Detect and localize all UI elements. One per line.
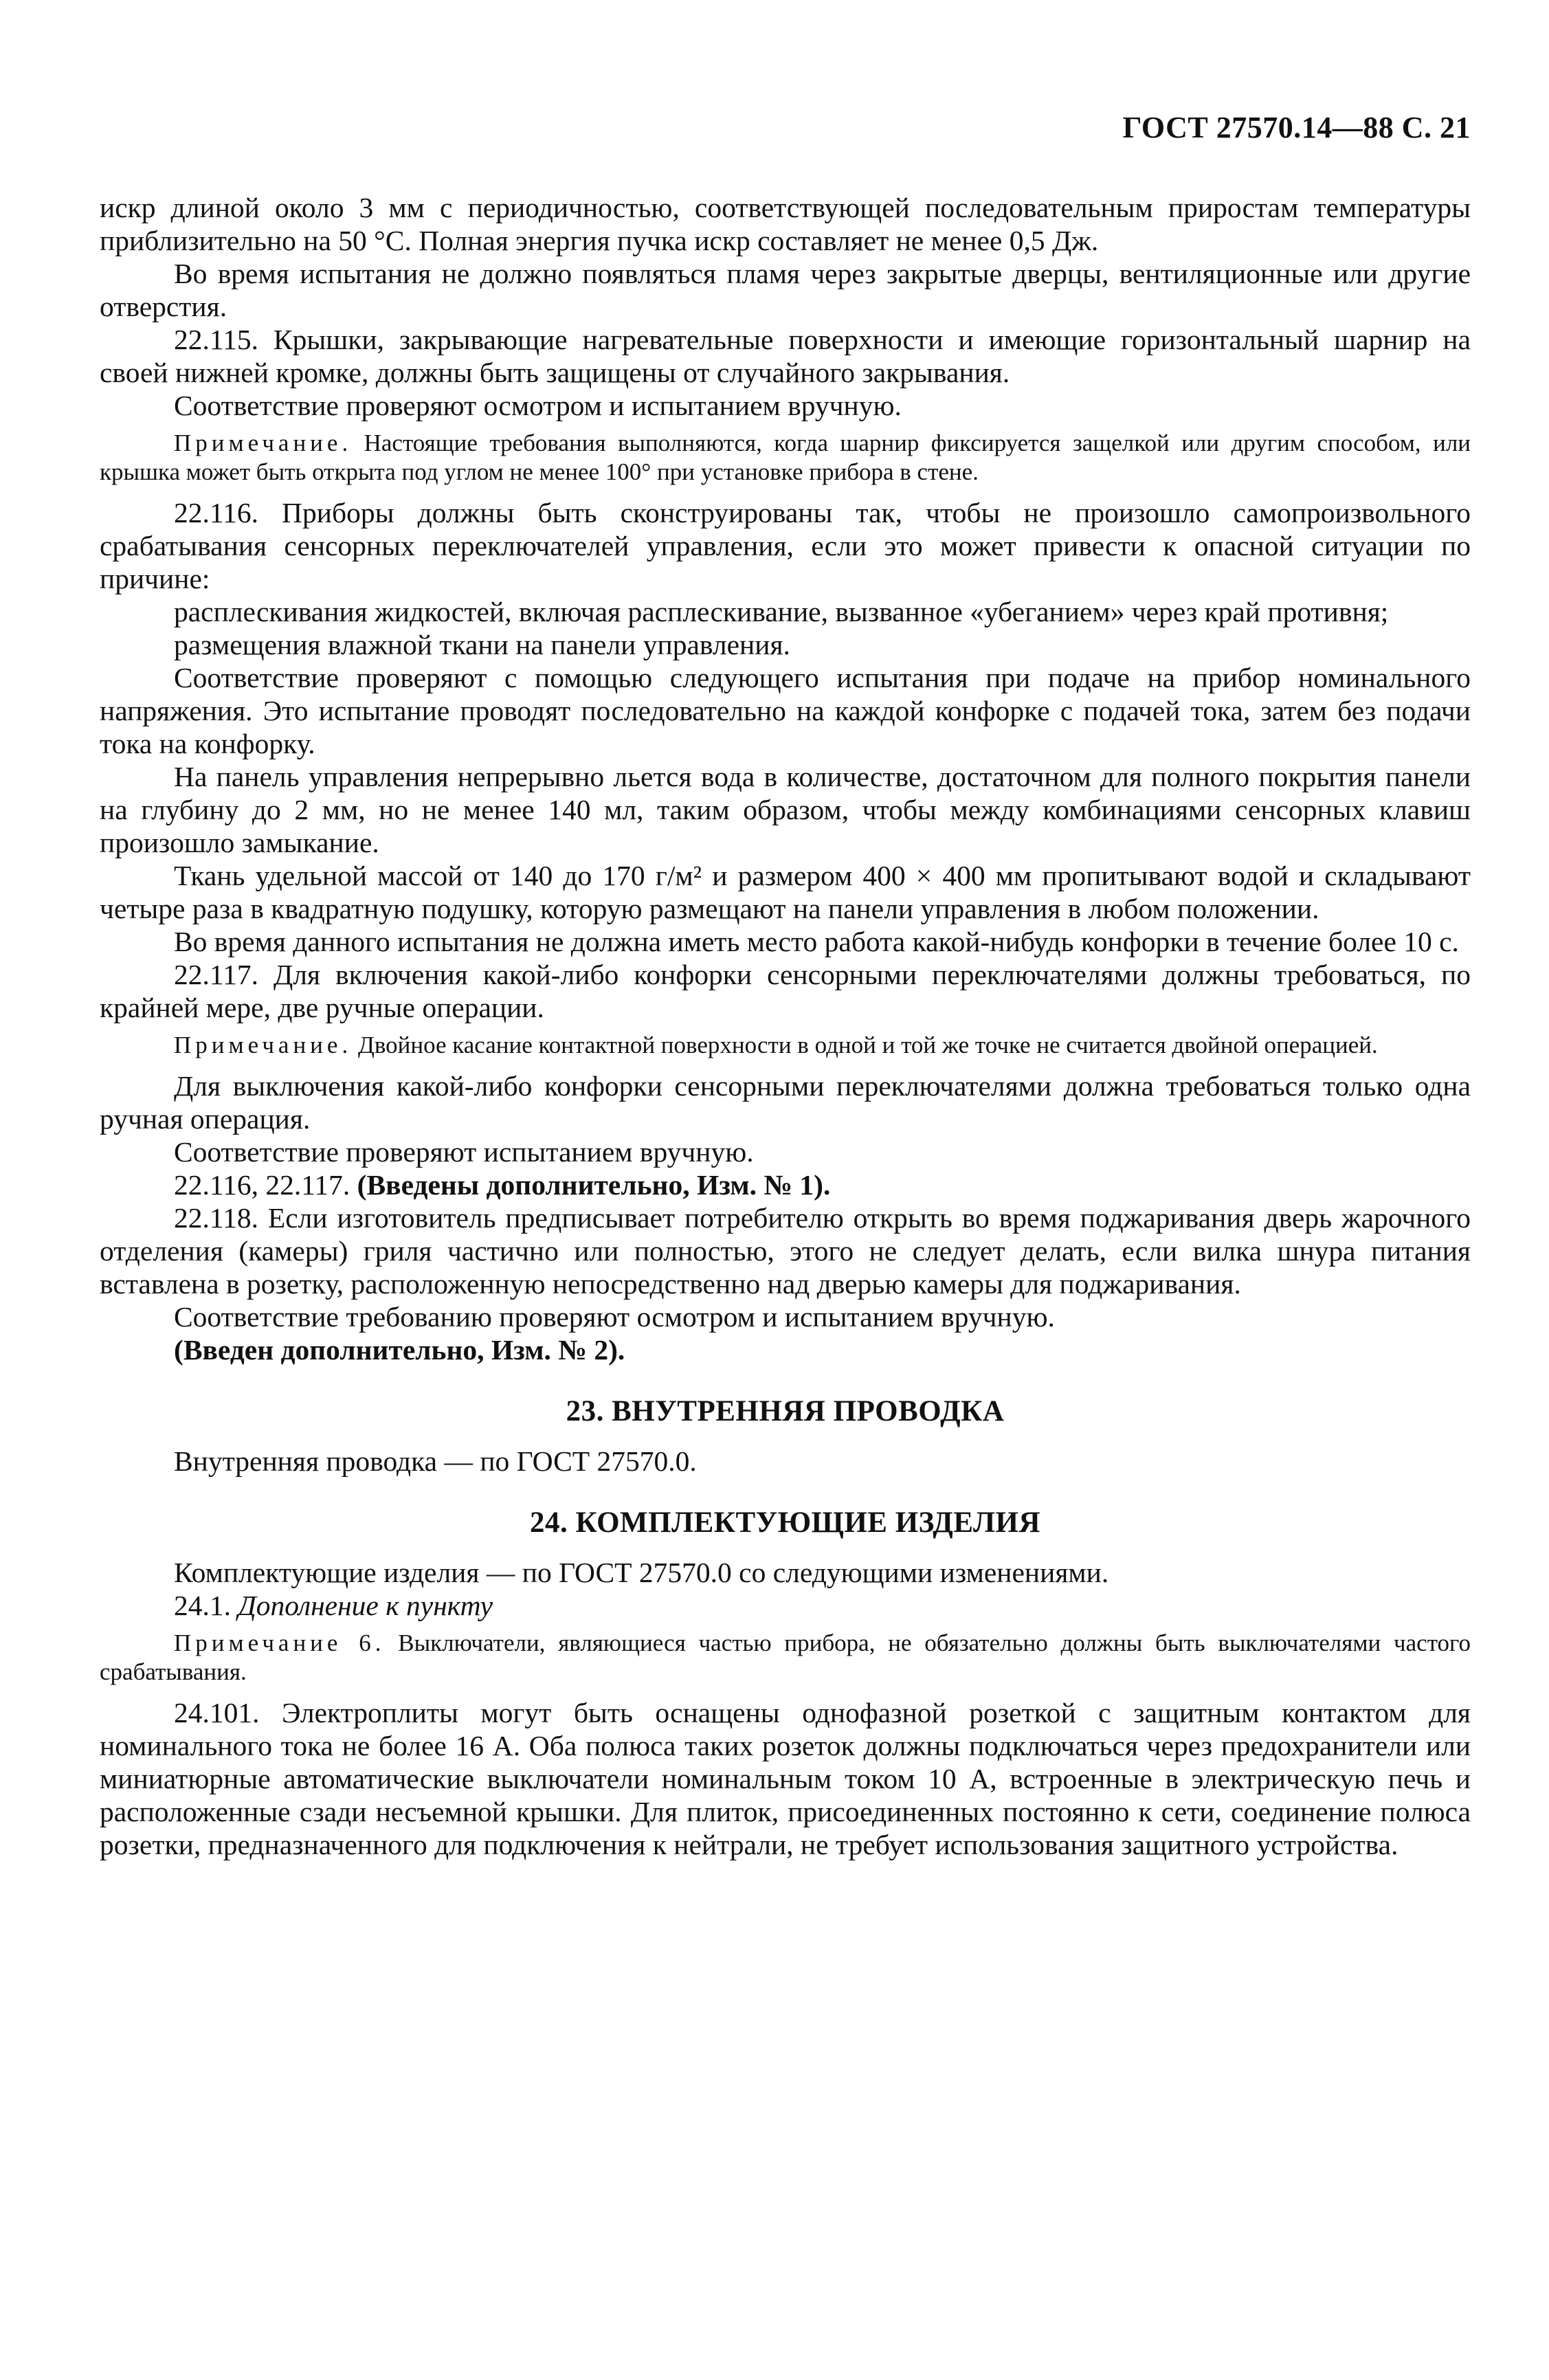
section-title-23: 23. ВНУТРЕННЯЯ ПРОВОДКА	[566, 1395, 1005, 1427]
note	[100, 1031, 1471, 1060]
list-item: размещения влажной ткани на панели управления.	[174, 629, 790, 660]
clause-reference: 22.116, 22.117.	[174, 1169, 350, 1201]
note-label: Примечание 6.	[174, 1630, 386, 1656]
note	[100, 429, 1471, 487]
paragraph: Соответствие проверяют осмотром и испытанием вручную.	[174, 390, 902, 421]
clause-24-1	[100, 1589, 1471, 1622]
clause-title: Дополнение к пункту	[238, 1590, 493, 1621]
clause-number: 24.1.	[174, 1590, 231, 1621]
section-title-24: 24. КОМПЛЕКТУЮЩИЕ ИЗДЕЛИЯ	[530, 1506, 1040, 1539]
amendment-note: (Введен дополнительно, Изм. № 2).	[174, 1334, 625, 1366]
note-text: Настоящие требования выполняются, когда шарнир фиксируется защелкой или другим способом, или крышка может быть открыта под углом не менее 100° при установке прибора в стене.	[100, 430, 1471, 485]
paragraph: Соответствие требованию проверяют осмотром и испытанием вручную.	[174, 1301, 1055, 1333]
paragraph: Соответствие проверяют испытанием вручную.	[174, 1136, 754, 1168]
paragraph: Внутренняя проводка — по ГОСТ 27570.0.	[174, 1445, 697, 1477]
note-label: Примечание.	[174, 430, 353, 456]
note-label: Примечание.	[174, 1032, 353, 1058]
paragraph: Для выключения какой-либо конфорки сенсорными переключателями должна требоваться только одна ручная операция.	[100, 1070, 1471, 1135]
note	[100, 1629, 1471, 1687]
clause-22-118: 22.118. Если изготовитель предписывает потребителю открыть во время поджаривания дверь жарочного отделения (камеры) гриля частично или полностью, этого не следует делать, если вилка шнура питания вставлена в розетку, расположенную непосредственно над дверью камеры для поджаривания.	[100, 1202, 1471, 1300]
paragraph: Ткань удельной массой от 140 до 170 г/м² и размером 400 × 400 мм пропитывают водой и складывают четыре раза в квадратную подушку, которую размещают на панели управления в любом положении.	[100, 860, 1471, 924]
paragraph: Во время испытания не должно появляться пламя через закрытые дверцы, вентиляционные или другие отверстия.	[100, 258, 1471, 322]
clause-24-101: 24.101. Электроплиты могут быть оснащены однофазной розеткой с защитным контактом для номинального тока не более 16 А. Оба полюса таких розеток должны подключаться через предохранители или миниатюрные автоматические выключатели номинальным током 10 А, встроенные в электрическую печь и расположенные сзади несъемной крышки. Для плиток, присоединенных постоянно к сети, соединение полюса розетки, предназначенного для подключения к нейтрали, не требует использования защитного устройства.	[100, 1697, 1471, 1860]
document-body	[100, 191, 1471, 1861]
list-item: расплескивания жидкостей, включая расплескивание, вызванное «убеганием» через край противня;	[174, 596, 1389, 627]
paragraph: Во время данного испытания не должна иметь место работа какой-нибудь конфорки в течение более 10 с.	[174, 926, 1459, 957]
paragraph: искр длиной около 3 мм с периодичностью, соответствующей последовательным приростам температуры приблизительно на 50 °С. Полная энергия пучка искр составляет не менее 0,5 Дж.	[100, 192, 1471, 256]
paragraph: Комплектующие изделия — по ГОСТ 27570.0 со следующими изменениями.	[174, 1557, 1109, 1588]
note-text: Двойное касание контактной поверхности в одной и той же точке не считается двойной операцией.	[357, 1032, 1378, 1058]
amendment-note: (Введены дополнительно, Изм. № 1).	[357, 1169, 831, 1201]
clause-22-117: 22.117. Для включения какой-либо конфорки сенсорными переключателями должны требоваться, по крайней мере, две ручные операции.	[100, 959, 1471, 1023]
amendment-reference	[100, 1168, 1471, 1201]
paragraph: На панель управления непрерывно льется вода в количестве, достаточном для полного покрытия панели на глубину до 2 мм, но не менее 140 мл, таким образом, чтобы между комбинациями сенсорных клавиш произошло замыкание.	[100, 761, 1471, 858]
page-header: ГОСТ 27570.14—88 С. 21	[1122, 111, 1471, 144]
clause-22-116: 22.116. Приборы должны быть сконструированы так, чтобы не произошло самопроизвольного срабатывания сенсорных переключателей управления, если это может привести к опасной ситуации по причине:	[100, 497, 1471, 594]
note-text: Выключатели, являющиеся частью прибора, не обязательно должны быть выключателями частого срабатывания.	[100, 1630, 1471, 1685]
clause-22-115: 22.115. Крышки, закрывающие нагревательные поверхности и имеющие горизонтальный шарнир на своей нижней кромке, должны быть защищены от случайного закрывания.	[100, 324, 1471, 388]
paragraph: Соответствие проверяют с помощью следующего испытания при подаче на прибор номинального напряжения. Это испытание проводят последовательно на каждой конфорке с подачей тока, затем без подачи тока на конфорку.	[100, 662, 1471, 759]
